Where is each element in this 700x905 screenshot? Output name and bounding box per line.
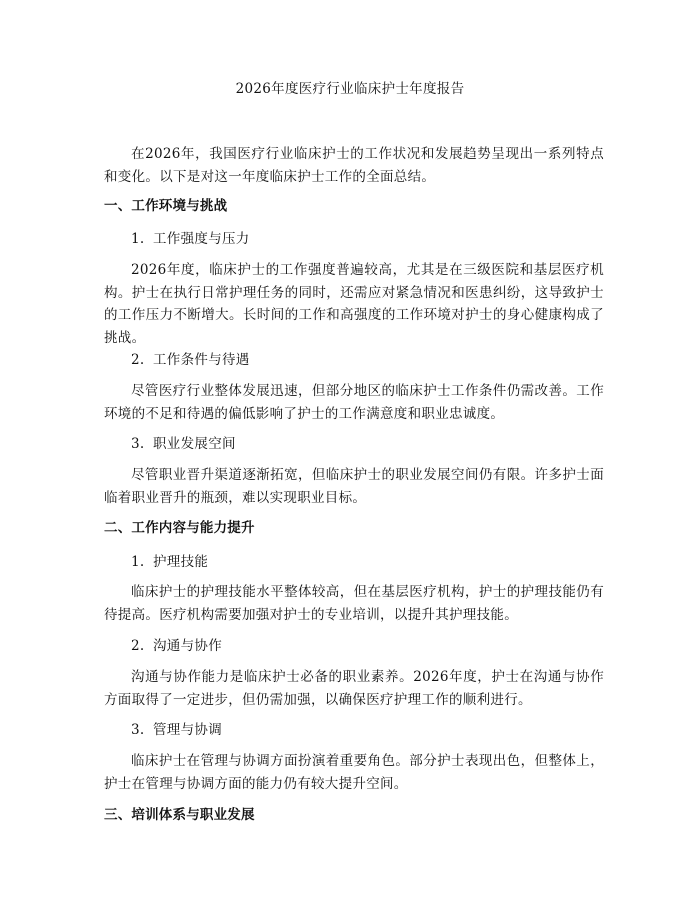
subsection-number: 3. <box>131 436 145 452</box>
subsection-number: 1. <box>131 231 145 247</box>
subsection-heading-1-1 <box>131 230 250 248</box>
subsection-title: 护理技能 <box>153 554 209 570</box>
section-heading-3: 三、培训体系与职业发展 <box>104 807 255 823</box>
subsection-paragraph-2-2: 沟通与协作能力是临床护士必备的职业素养。2026年度，护士在沟通与协作方面取得了一定进步，但仍需加强，以确保医疗护理工作的顺利进行。 <box>104 669 604 708</box>
subsection-title: 工作条件与待遇 <box>153 352 250 368</box>
subsection-paragraph-1-3: 尽管职业晋升渠道逐渐拓宽，但临床护士的职业发展空间仍有限。许多护士面临着职业晋升的瓶颈，难以实现职业目标。 <box>104 467 604 506</box>
subsection-paragraph-2-3: 临床护士在管理与协调方面扮演着重要角色。部分护士表现出色，但整体上，护士在管理与协调方面的能力仍有较大提升空间。 <box>104 753 604 792</box>
subsection-paragraph-1-1: 2026年度，临床护士的工作强度普遍较高，尤其是在三级医院和基层医疗机构。护士在执行日常护理任务的同时，还需应对紧急情况和医患纠纷，这导致护士的工作压力不断增大。长时间的工作和高强度的工作环境对护士的身心健康构成了挑战。 <box>104 262 604 346</box>
subsection-number: 1. <box>131 554 145 570</box>
subsection-number: 3. <box>131 722 145 738</box>
subsection-title: 工作强度与压力 <box>153 231 250 247</box>
section-heading-2: 二、工作内容与能力提升 <box>104 520 255 536</box>
subsection-paragraph-2-1: 临床护士的护理技能水平整体较高，但在基层医疗机构，护士的护理技能仍有待提高。医疗机构需要加强对护士的专业培训，以提升其护理技能。 <box>104 584 604 623</box>
section-heading-1: 一、工作环境与挑战 <box>104 198 228 214</box>
subsection-number: 2. <box>131 638 145 654</box>
subsection-paragraph-1-2: 尽管医疗行业整体发展迅速，但部分地区的临床护士工作条件仍需改善。工作环境的不足和待遇的偏低影响了护士的工作满意度和职业忠诚度。 <box>104 383 604 422</box>
subsection-number: 2. <box>131 352 145 368</box>
document-title: 2026年度医疗行业临床护士年度报告 <box>235 81 465 97</box>
subsection-title: 职业发展空间 <box>153 436 236 452</box>
subsection-title: 沟通与协作 <box>153 638 222 654</box>
subsection-heading-2-3 <box>131 721 222 739</box>
intro-paragraph: 在2026年，我国医疗行业临床护士的工作状况和发展趋势呈现出一系列特点和变化。以下是对这一年度临床护士工作的全面总结。 <box>104 146 604 185</box>
subsection-heading-1-3 <box>131 435 236 453</box>
subsection-heading-2-2 <box>131 637 222 655</box>
subsection-title: 管理与协调 <box>153 722 222 738</box>
subsection-heading-1-2 <box>131 351 250 369</box>
subsection-heading-2-1 <box>131 553 208 571</box>
